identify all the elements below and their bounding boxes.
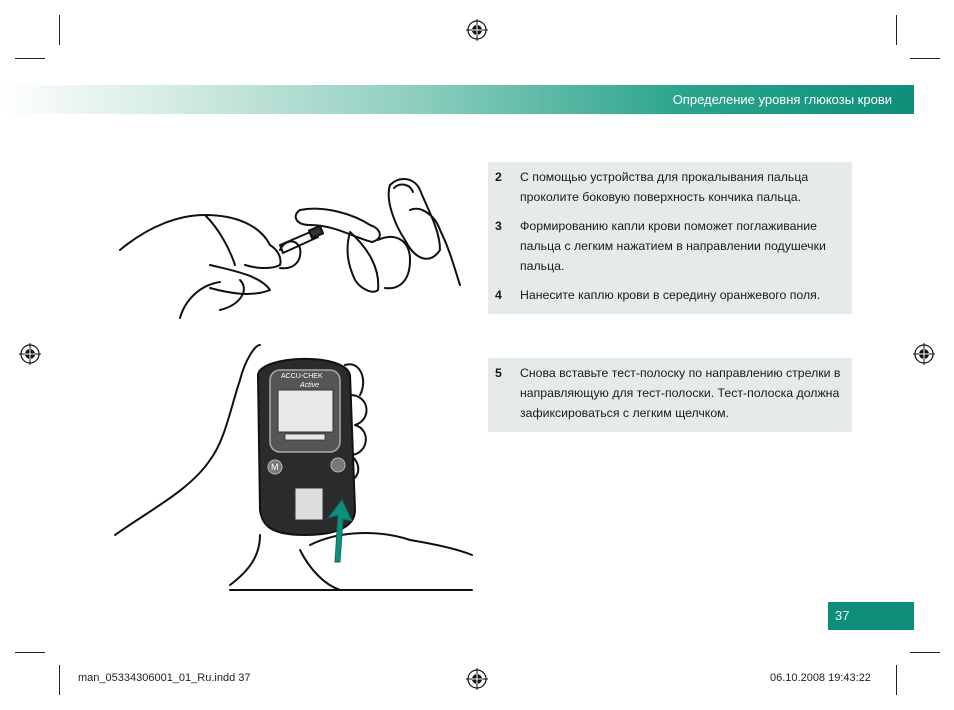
step-text-line: направляющую для тест-полоски. Тест-полоска должна [520, 386, 840, 400]
instruction-box [488, 358, 852, 432]
step-text-line: проколите боковую поверхность кончика пальца. [520, 190, 802, 204]
crop-mark [910, 652, 940, 653]
crop-mark [896, 15, 897, 45]
device-model-label: Active [300, 382, 320, 389]
step-text-line: пальца с легким нажатием в направлении подушечки [520, 239, 826, 253]
step-text-line: Формированию капли крови поможет поглаживание [520, 219, 817, 233]
step-number: 3 [495, 219, 502, 233]
crop-mark [15, 652, 45, 653]
instruction-step [488, 167, 852, 207]
registration-mark-icon [913, 343, 935, 365]
device-brand-label: ACCU-CHEK [281, 373, 323, 380]
device-m-button-label: M [271, 462, 279, 472]
instruction-step [488, 363, 852, 423]
registration-mark-icon [19, 343, 41, 365]
crop-mark [59, 665, 60, 695]
instruction-step [488, 216, 852, 276]
step-text-line: С помощью устройства для прокалывания пальца [520, 170, 809, 184]
crop-mark [59, 15, 60, 45]
instruction-box [488, 162, 852, 314]
footer-filename: man_05334306001_01_Ru.indd 37 [78, 672, 251, 684]
registration-mark-icon [466, 668, 488, 690]
instruction-step [488, 285, 852, 305]
step-text-line: пальца. [520, 259, 565, 273]
step-text-line: Снова вставьте тест-полоску по направлению стрелки в [520, 366, 841, 380]
page-number: 37 [835, 608, 850, 623]
step-text-line: Нанесите каплю крови в середину оранжевого поля. [520, 288, 821, 302]
crop-mark [910, 58, 940, 59]
crop-mark [15, 58, 45, 59]
step-number: 5 [495, 366, 502, 380]
finger-prick-illustration [110, 170, 470, 320]
step-text-line: зафиксироваться с легким щелчком. [520, 406, 730, 420]
step-number: 2 [495, 170, 502, 184]
footer-timestamp: 06.10.2008 19:43:22 [770, 672, 871, 684]
crop-mark [896, 665, 897, 695]
registration-mark-icon [466, 19, 488, 41]
section-title: Определение уровня глюкозы крови [672, 92, 892, 107]
step-number: 4 [495, 288, 502, 302]
